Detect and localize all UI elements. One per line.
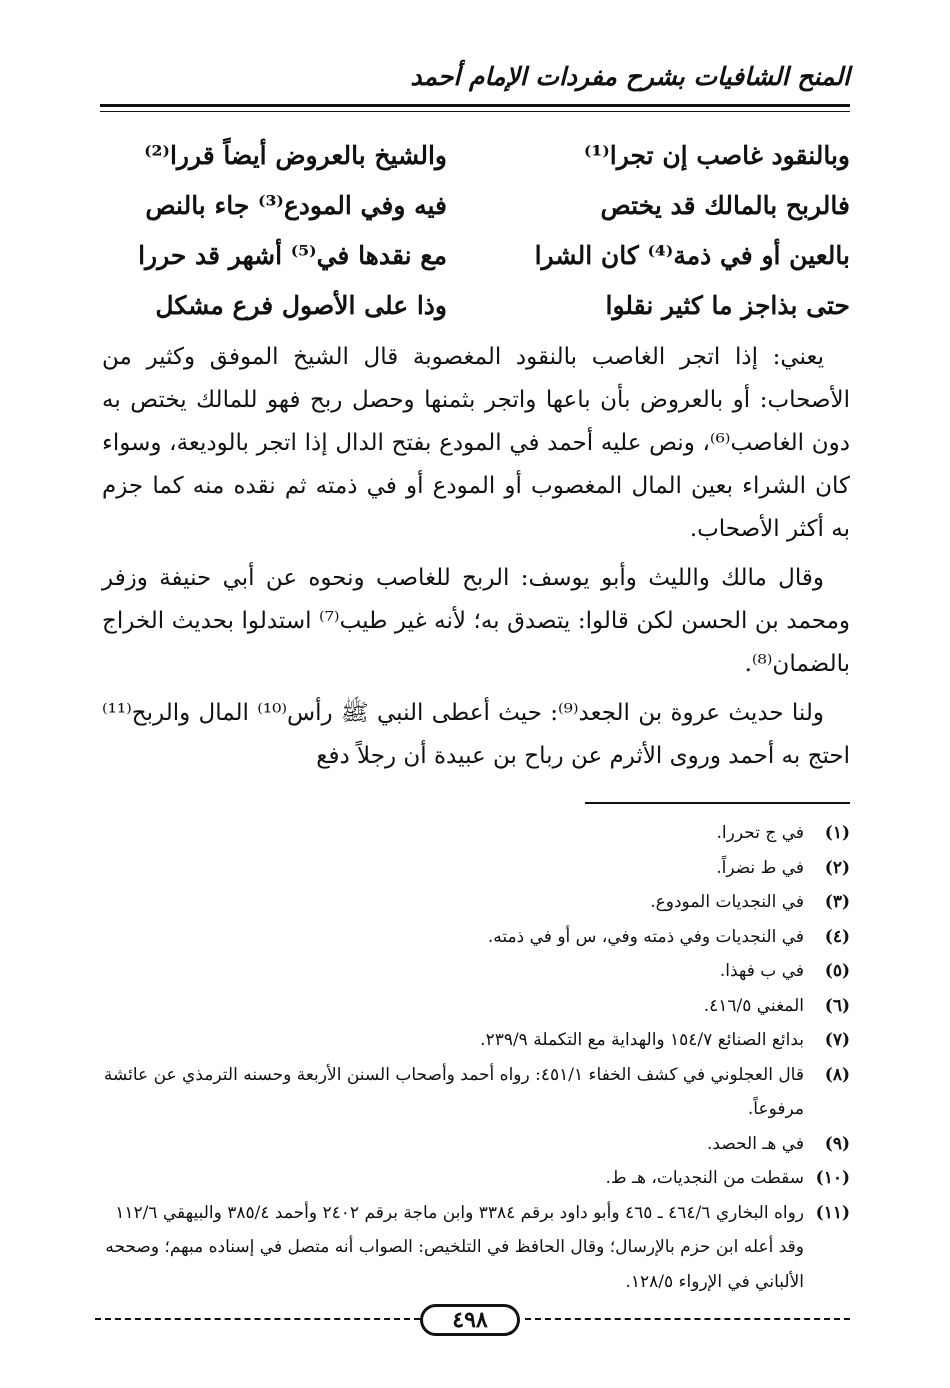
footnote-text: سقطت من النجديات، هـ ط. — [605, 1168, 804, 1188]
footnote — [100, 816, 850, 851]
footnote-number: (٩) — [824, 1133, 850, 1154]
footnote — [100, 851, 850, 886]
footnote — [100, 1196, 850, 1300]
footnote-separator — [585, 802, 850, 804]
verse-second-hemistich: وذا على الأصول فرع مشكل — [155, 290, 447, 320]
footnote-number: (٤) — [824, 926, 850, 947]
footnote — [100, 1161, 850, 1196]
footnote-number: (١٠) — [815, 1168, 850, 1188]
footnote-text: في هـ الحصد. — [707, 1133, 804, 1154]
footnotes-list — [100, 816, 850, 1299]
running-header-title: المنح الشافيات بشرح مفردات الإمام أحمد — [410, 62, 850, 91]
page-footer — [95, 1302, 850, 1342]
footnote — [100, 954, 850, 989]
footnote-text: قال العجلوني في كشف الخفاء ٤٥١/١: رواه أحمد وأصحاب السنن الأربعة وحسنه الترمذي عن عائشة مرفوعاً. — [103, 1064, 804, 1119]
footnote-number: (٣) — [824, 892, 850, 912]
footnote-text: في النجديات وفي ذمته وفي، س أو في ذمته. — [487, 926, 804, 947]
verse-row — [102, 180, 850, 230]
footnote-number: (١١) — [815, 1202, 850, 1223]
footnote — [100, 989, 850, 1024]
header-rule-thin — [100, 111, 850, 112]
footnote — [100, 1127, 850, 1162]
footnote-number: (١) — [824, 823, 850, 843]
page-number: ٤٩٨ — [420, 1304, 520, 1336]
footnote — [100, 920, 850, 955]
verse-row — [102, 230, 850, 280]
footnote — [100, 1023, 850, 1058]
footnote-text: رواه البخاري ٤٦٤/٦ ـ ٤٦٥ وأبو داود برقم ٣٣٨٤ وابن ماجة برقم ٢٤٠٢ وأحمد ٣٨٥/٤ والبيهقي ١١٢/٦ وقد أعله ابن حزم بالإرسال؛ وقال الحافظ في التلخيص: الصواب أنه متصل في إسناده مبهم؛ وصححه الألباني في الإرواء ١٢٨/٥. — [105, 1202, 804, 1292]
footnote-text: المغني ٤١٦/٥. — [703, 995, 804, 1016]
footnote-number: (٦) — [824, 995, 850, 1016]
footnote-text: في النجديات المودوع. — [650, 892, 804, 912]
verse-second-hemistich: فيه وفي المودع⁽³⁾ جاء بالنص — [145, 190, 447, 220]
footnote — [100, 885, 850, 920]
poem-verses — [102, 130, 850, 330]
footnote — [100, 1058, 850, 1127]
footnote-number: (٢) — [824, 857, 850, 878]
paragraph: ولنا حديث عروة بن الجعد⁽⁹⁾: حيث أعطى النبي ﷺ رأس⁽¹⁰⁾ المال والربح⁽¹¹⁾ احتج به أحمد وروى الأثرم عن رباح بن عبيدة أن رجلاً دفع — [102, 700, 850, 769]
footnote-text: في ب فهذا. — [719, 961, 804, 981]
header-rule-thick — [100, 104, 850, 107]
footer-dashed-rule — [525, 1318, 850, 1320]
verse-first-hemistich: وبالنقود غاصب إن تجرا⁽¹⁾ — [583, 140, 850, 170]
verse-first-hemistich: بالعين أو في ذمة⁽⁴⁾ كان الشرا — [534, 240, 850, 270]
footnote-number: (٧) — [824, 1030, 850, 1050]
footnote-number: (٥) — [824, 961, 850, 981]
verse-row — [102, 280, 850, 330]
footnote-text: في ج تحررا. — [716, 823, 804, 843]
verse-second-hemistich: مع نقدها في⁽⁵⁾ أشهر قد حررا — [138, 240, 447, 270]
commentary-text — [102, 336, 850, 784]
paragraph: وقال مالك والليث وأبو يوسف: الربح للغاصب ونحوه عن أبي حنيفة وزفر ومحمد بن الحسن لكن قالوا: يتصدق به؛ لأنه غير طيب⁽⁷⁾ استدلوا بحديث الخراج بالضمان⁽⁸⁾. — [102, 565, 851, 677]
footnote-text: بدائع الصنائع ١٥٤/٧ والهداية مع التكملة ٢٣٩/٩. — [480, 1030, 804, 1050]
paragraph: يعني: إذا اتجر الغاصب بالنقود المغصوبة قال الشيخ الموفق وكثير من الأصحاب: أو بالعروض بأن باعها واتجر بثمنها وحصل ربح فهو للمالك يختص به دون الغاصب⁽⁶⁾، ونص عليه أحمد في المودع بفتح الدال إذا اتجر بالوديعة، وسواء كان الشراء بعين المال المغصوب أو المودع أو في ذمته ثم نقده منه كما جزم به أكثر الأصحاب. — [102, 344, 850, 542]
verse-first-hemistich: فالربح بالمالك قد يختص — [600, 190, 850, 220]
verse-row — [102, 130, 850, 180]
footer-dashed-rule — [95, 1318, 420, 1320]
footnote-number: (٨) — [824, 1064, 850, 1085]
verse-first-hemistich: حتى بذاجز ما كثير نقلوا — [605, 290, 850, 320]
verse-second-hemistich: والشيخ بالعروض أيضاً قررا⁽²⁾ — [144, 140, 447, 170]
footnote-text: في ط نضراً. — [716, 857, 804, 878]
